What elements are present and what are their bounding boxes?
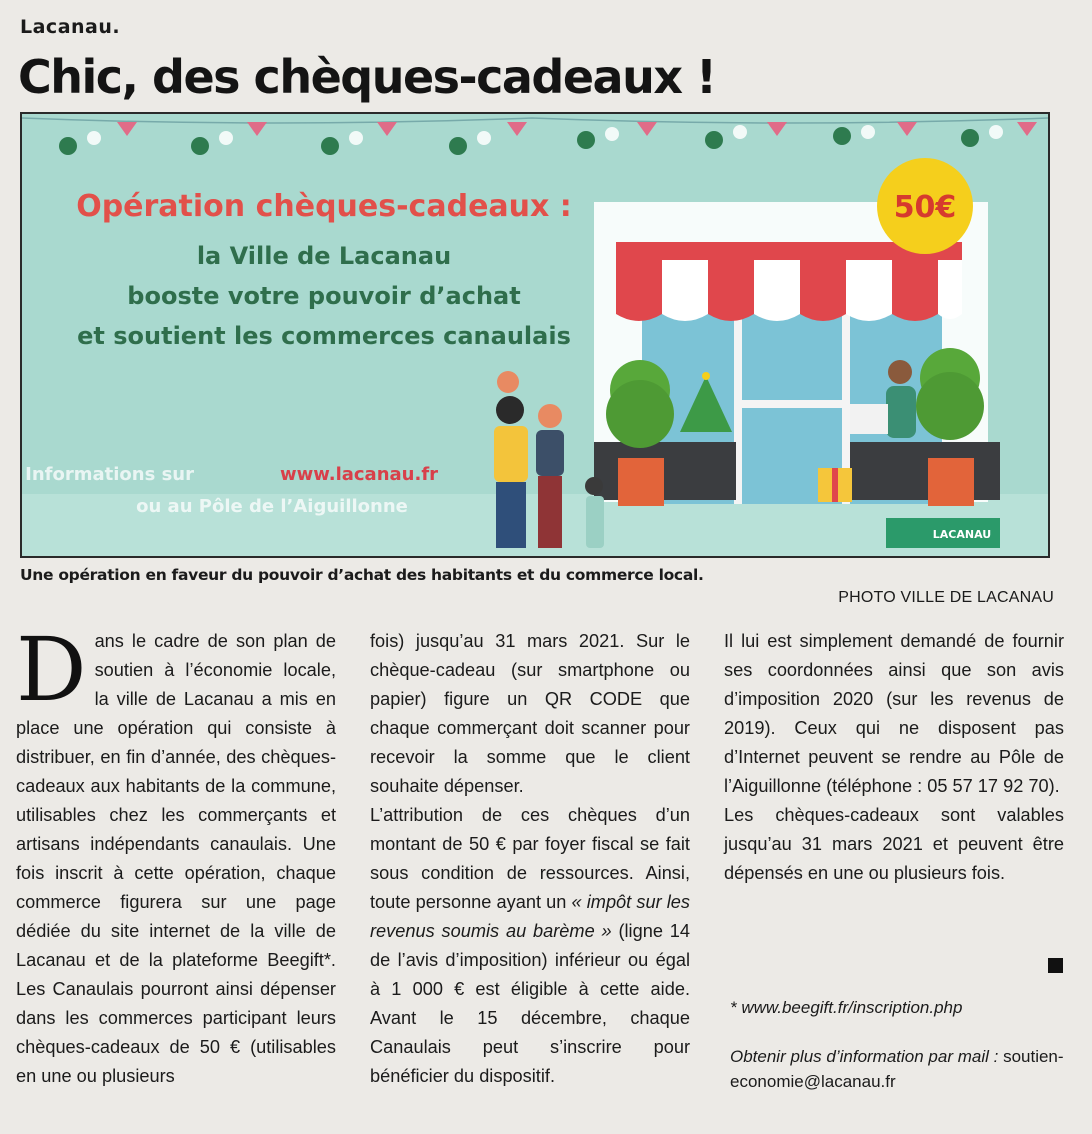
poster-info-prefix: Informations sur xyxy=(25,464,194,485)
body-column-1 xyxy=(16,618,336,1091)
body-column-2 xyxy=(370,627,690,1091)
column-2-paragraph-1: fois) jusqu’au 31 mars 2021. Sur le chèque-cadeau (sur smartphone ou papier) figure un QR CODE que chaque commerçant doit scanner pour recevoir la somme que le client souhaite dépenser. xyxy=(370,631,690,796)
paragraph-2-text-a: L’attribution de ces chèques d’un montant de 50 € par foyer fiscal se fait sous condition de ressources. Ainsi, toute personne ayant un xyxy=(370,805,690,912)
article-headline: Chic, des chèques-cadeaux ! xyxy=(18,50,716,104)
photo-credit: PHOTO VILLE DE LACANAU xyxy=(838,589,1054,606)
paragraph-2-text-b: (ligne 14 de l’avis d’imposition) inférieur ou égal à 1 000 € est éligible à cette aide. Avant le 15 décembre, chaque Canaulais peut s’inscrire pour bénéficier du dispositif. xyxy=(370,921,690,1086)
logo-text: LACANAU xyxy=(932,528,992,541)
column-1-text: ans le cadre de son plan de soutien à l’économie locale, la ville de Lacanau a mis en place une opération qui consiste à distribuer, en fin d’année, des chèques-cadeaux aux habitants de la commune, utilisables chez les commerçants et artisans indépendants canaulais. Une fois inscrit à cette opération, chaque commerce figurera sur une page dédiée du site internet de la ville de Lacanau et de la plateforme Beegift*. Les Canaulais pourront ainsi dépenser dans les commerces participant leurs chèques-cadeaux de 50 € (utilisables en une ou plusieurs xyxy=(16,631,336,1086)
footnote-link: * www.beegift.fr/inscription.php xyxy=(730,998,963,1017)
paragraph-2-quote: « impôt sur les revenus soumis au barème » xyxy=(370,892,690,941)
article-photo xyxy=(20,112,1050,558)
column-3-paragraph-2: Les chèques-cadeaux sont valables jusqu’au 31 mars 2021 et peuvent être dépensés en une ou plusieurs fois. xyxy=(724,805,1064,883)
end-of-article-mark xyxy=(1048,958,1063,973)
contact-email: soutien-economie@lacanau.fr xyxy=(730,1047,1064,1091)
poster-info-line2: ou au Pôle de l’Aiguillonne xyxy=(136,496,408,517)
poster-line2: booste votre pouvoir d’achat xyxy=(127,282,521,310)
contact-label: Obtenir plus d’information par mail : xyxy=(730,1047,1004,1066)
poster-line3: et soutient les commerces canaulais xyxy=(77,322,571,350)
price-badge-text: 50€ xyxy=(893,190,957,225)
article-kicker: Lacanau. xyxy=(20,16,121,38)
column-3-paragraph-1: Il lui est simplement demandé de fournir ses coordonnées ainsi que son avis d’imposition 2020 (sur les revenus de 2019). Ceux qui ne disposent pas d’Internet peuvent se rendre au Pôle de l’Aiguillonne (téléphone : 05 57 17 92 70). xyxy=(724,631,1064,796)
price-badge xyxy=(877,158,973,254)
poster-title: Opération chèques-cadeaux : xyxy=(76,189,572,224)
poster-illustration xyxy=(22,114,1048,556)
lacanau-logo xyxy=(886,518,1000,548)
poster-line1: la Ville de Lacanau xyxy=(196,242,452,270)
body-column-3 xyxy=(724,627,1064,888)
drop-cap: D xyxy=(16,618,87,721)
photo-caption: Une opération en faveur du pouvoir d’achat des habitants et du commerce local. xyxy=(20,566,704,584)
column-2-paragraph-2 xyxy=(370,801,690,1091)
contact-info xyxy=(730,1044,1070,1094)
poster-info-url: www.lacanau.fr xyxy=(280,464,439,485)
